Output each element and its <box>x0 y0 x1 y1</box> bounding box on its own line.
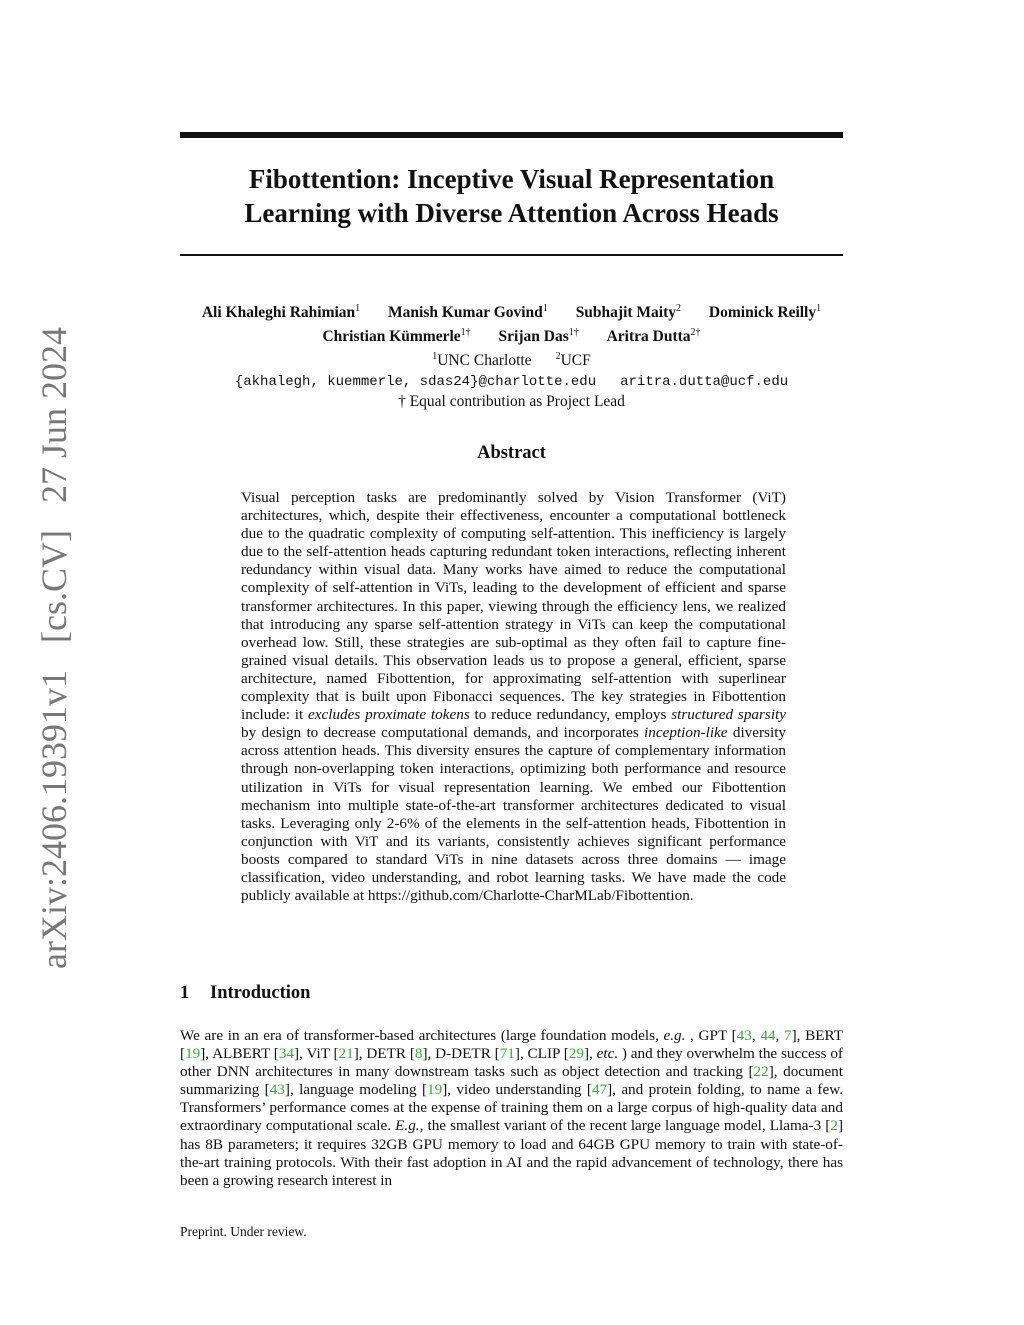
author-block <box>150 299 873 412</box>
title-bottom-rule <box>180 254 843 256</box>
citation-link[interactable]: 7 <box>783 1027 792 1044</box>
affiliation-2: UCF <box>560 352 591 370</box>
abstract-body: Visual perception tasks are predominantly solved by Vision Transformer (ViT) architectures, which, despite their effectiveness, encounter a computational bottleneck due to the quadratic complexity of computing self-attention. This inefficiency is largely due to the self-attention heads capturing redundant token interactions, reflecting inherent redundancy within visual data. Many works have aimed to reduce the computational complexity of self-attention in ViTs, leading to the development of efficient and sparse transformer architectures. In this paper, viewing through the efficiency lens, we realized that introducing any sparse self-attention strategy in ViTs can keep the computational overhead low. Still, these strategies are sub-optimal as they often fail to capture fine-grained visual details. This observation leads us to propose a general, efficient, sparse architecture, named Fibottention, for approximating self-attention with superlinear complexity that is built upon Fibonacci sequences. The key strategies in Fibottention include: it excludes proximate tokens to reduce redundancy, employs structured sparsity by design to decrease computational demands, and incorporates inception-like diversity across attention heads. This diversity ensures the capture of complementary information through non-overlapping token interactions, optimizing both performance and resource utilization in ViTs for visual representation learning. We embed our Fibottention mechanism into multiple state-of-the-art transformer architectures dedicated to visual tasks. Leveraging only 2-6% of the elements in the self-attention heads, Fibottention in conjunction with ViT and its variants, consistently achieves significant performance boosts compared to standard ViTs in nine datasets across three domains — image classification, video understanding, and robot learning tasks. We have made the code publicly available at https://github.com/Charlotte-CharMLab/Fibottention. <box>241 489 787 905</box>
section-number: 1 <box>180 983 190 1003</box>
affiliations: $^1$UNC Charlotte $^2$UCF <box>432 351 591 370</box>
equal-contribution-note: † Equal contribution as Project Lead <box>398 393 625 411</box>
author-name: Aritra Dutta$^{2\dagger}$ <box>606 327 701 346</box>
paper-title <box>180 162 843 230</box>
citation-link[interactable]: 29 <box>568 1045 584 1063</box>
author-name: Christian Kümmerle$^{1\dagger}$ <box>322 327 471 346</box>
title-line-2: Learning with Diverse Attention Across Heads <box>244 198 779 228</box>
title-line-1: Fibottention: Inceptive Visual Representation <box>248 164 775 194</box>
arxiv-id: arXiv:2406.19391v1 <box>34 670 74 969</box>
section-title: Introduction <box>210 983 311 1003</box>
citation-link[interactable]: 71 <box>499 1045 515 1063</box>
citation-link[interactable]: 19 <box>427 1081 443 1099</box>
citation-link[interactable]: 44 <box>760 1027 776 1044</box>
author-name: Srijan Das$^{1\dagger}$ <box>498 327 579 346</box>
arxiv-category: [cs.CV] <box>34 530 74 644</box>
author-line-1 <box>150 299 873 323</box>
citation-link[interactable]: 43 <box>736 1027 752 1044</box>
arxiv-side-stamp <box>33 327 75 969</box>
citation-link[interactable]: 19 <box>185 1045 201 1063</box>
citation-link[interactable]: 34 <box>278 1045 294 1063</box>
email-line <box>150 371 873 392</box>
footer-note: Preprint. Under review. <box>180 1224 307 1239</box>
citation-link[interactable]: 43 <box>269 1081 285 1099</box>
introduction-paragraph: We are in an era of transformer-based architectures (large foundation models, e.g. , GPT [43, 44, 7], BERT [19], ALBERT [34], ViT [21], DETR [8], D-DETR [71], CLIP [29], etc. ) and they overwhelm the success of other DNN architectures in many downstream tasks such as object detection and tracking [22], document summarizing [43], language modeling [19], video understanding [47], and protein folding, to name a few. Transformers’ performance comes at the expense of training them on a large corpus of high-quality data and extraordinary computational scale. E.g., the smallest variant of the recent large language model, Llama-3 [2] has 8B parameters; it requires 32GB GPU memory to load and 64GB GPU memory to train with state-of-the-art training protocols. With their fast adoption in AI and the rapid advancement of technology, there has been a growing research interest in <box>180 1027 844 1189</box>
author-name: Dominick Reilly$^1$ <box>708 303 822 322</box>
title-top-rule <box>180 132 843 138</box>
citation-link[interactable]: 8 <box>414 1045 423 1063</box>
email-charlotte[interactable]: {akhalegh, kuemmerle, sdas24}@charlotte.edu <box>234 374 597 391</box>
author-line-2 <box>150 323 873 347</box>
citation-link[interactable]: 21 <box>338 1045 354 1063</box>
section-heading-introduction <box>180 983 310 1004</box>
affiliation-1: UNC Charlotte <box>437 352 532 370</box>
author-name: Subhajit Maity$^2$ <box>575 303 682 322</box>
arxiv-date: 27 Jun 2024 <box>34 327 74 504</box>
citation-link[interactable]: 22 <box>753 1063 769 1081</box>
author-name: Ali Khaleghi Rahimian$^1$ <box>201 303 361 322</box>
abstract-heading: Abstract <box>477 443 546 463</box>
author-name: Manish Kumar Govind$^1$ <box>388 303 548 322</box>
citation-link[interactable]: 47 <box>591 1081 608 1099</box>
email-ucf[interactable]: aritra.dutta@ucf.edu <box>620 374 789 391</box>
citation-link[interactable]: 2 <box>830 1117 838 1135</box>
